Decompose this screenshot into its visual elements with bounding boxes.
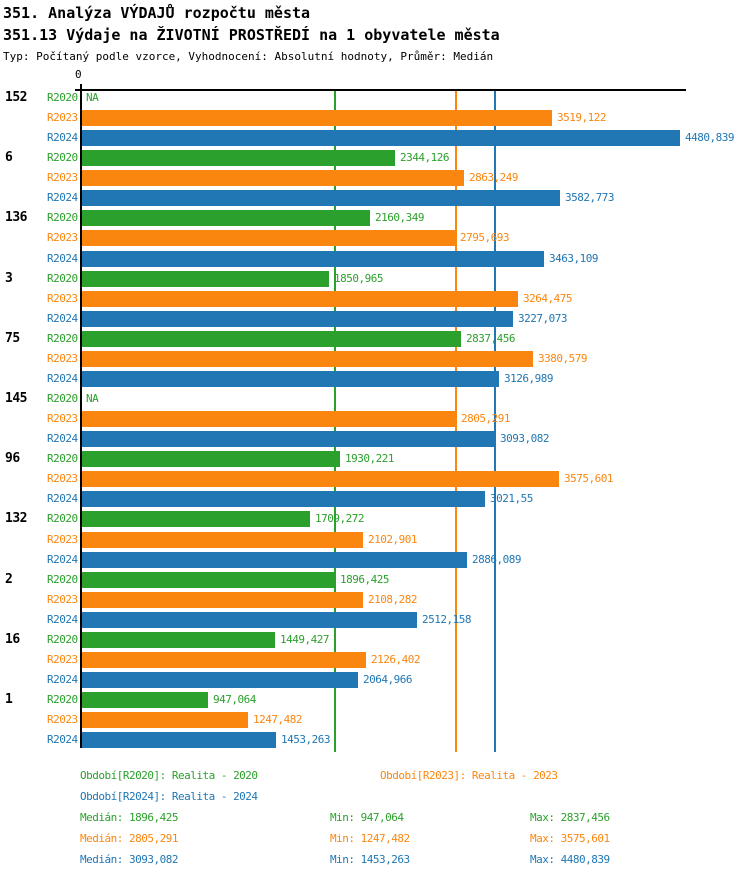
bar-value-label: 2064,966 bbox=[363, 673, 412, 686]
bar-r2023 bbox=[82, 592, 363, 608]
row-label-r2020: R2020 bbox=[47, 332, 78, 345]
bar-value-label: 1709,272 bbox=[315, 512, 364, 525]
bar-r2024 bbox=[82, 251, 544, 267]
bar-value-label: 2344,126 bbox=[400, 151, 449, 164]
bar-value-label: 2160,349 bbox=[375, 211, 424, 224]
bar-r2023 bbox=[82, 411, 456, 427]
bar-r2023 bbox=[82, 351, 533, 367]
bar-r2023 bbox=[82, 170, 464, 186]
row-label-r2024: R2024 bbox=[47, 191, 78, 204]
stat-max-r2024: Max: 4480,839 bbox=[530, 853, 610, 866]
bar-value-label: 3519,122 bbox=[557, 111, 606, 124]
bar-r2020 bbox=[82, 331, 461, 347]
bar-value-label: 3021,55 bbox=[490, 492, 533, 505]
group-label: 145 bbox=[5, 391, 27, 406]
row-label-r2023: R2023 bbox=[47, 231, 78, 244]
row-label-r2023: R2023 bbox=[47, 292, 78, 305]
row-label-r2024: R2024 bbox=[47, 492, 78, 505]
row-label-r2020: R2020 bbox=[47, 151, 78, 164]
legend-r2023: Období[R2023]: Realita - 2023 bbox=[380, 769, 558, 782]
row-label-r2023: R2023 bbox=[47, 352, 78, 365]
report-title: 351. Analýza VÝDAJŮ rozpočtu města bbox=[3, 4, 311, 22]
row-label-r2020: R2020 bbox=[47, 512, 78, 525]
bar-r2023 bbox=[82, 471, 559, 487]
bar-r2024 bbox=[82, 130, 680, 146]
bar-value-label: 3380,579 bbox=[538, 352, 587, 365]
bar-r2023 bbox=[82, 652, 366, 668]
bar-value-label: 1930,221 bbox=[345, 452, 394, 465]
group-label: 16 bbox=[5, 632, 20, 647]
row-label-r2020: R2020 bbox=[47, 693, 78, 706]
bar-r2020 bbox=[82, 451, 340, 467]
report-meta: Typ: Počítaný podle vzorce, Vyhodnocení: Absolutní hodnoty, Průměr: Medián bbox=[3, 50, 494, 63]
x-axis-line bbox=[75, 89, 686, 91]
bar-r2023 bbox=[82, 532, 363, 548]
bar-r2020 bbox=[82, 511, 310, 527]
row-label-r2023: R2023 bbox=[47, 171, 78, 184]
row-label-r2023: R2023 bbox=[47, 472, 78, 485]
bar-r2024 bbox=[82, 491, 485, 507]
row-label-r2023: R2023 bbox=[47, 111, 78, 124]
row-label-r2024: R2024 bbox=[47, 553, 78, 566]
bar-r2023 bbox=[82, 230, 455, 246]
row-label-r2020: R2020 bbox=[47, 633, 78, 646]
group-label: 132 bbox=[5, 511, 27, 526]
row-label-r2020: R2020 bbox=[47, 573, 78, 586]
bar-value-label: 2795,693 bbox=[460, 231, 509, 244]
bar-value-label: 3463,109 bbox=[549, 252, 598, 265]
legend-r2020: Období[R2020]: Realita - 2020 bbox=[80, 769, 258, 782]
bar-value-label: 1850,965 bbox=[334, 272, 383, 285]
bar-r2020 bbox=[82, 271, 329, 287]
row-label-r2024: R2024 bbox=[47, 673, 78, 686]
axis-origin-label: 0 bbox=[75, 68, 82, 81]
row-label-r2020: R2020 bbox=[47, 272, 78, 285]
row-label-r2024: R2024 bbox=[47, 432, 78, 445]
bar-value-label: 2102,901 bbox=[368, 533, 417, 546]
row-label-r2020: R2020 bbox=[47, 452, 78, 465]
bar-value-label: 1247,482 bbox=[253, 713, 302, 726]
bar-r2024 bbox=[82, 190, 560, 206]
group-label: 96 bbox=[5, 451, 20, 466]
bar-value-label: 1896,425 bbox=[340, 573, 389, 586]
group-label: 1 bbox=[5, 692, 13, 707]
stat-median-r2023: Medián: 2805,291 bbox=[80, 832, 178, 845]
bar-r2020 bbox=[82, 692, 208, 708]
row-label-r2024: R2024 bbox=[47, 613, 78, 626]
bar-r2023 bbox=[82, 110, 552, 126]
bar-r2024 bbox=[82, 371, 499, 387]
group-label: 3 bbox=[5, 271, 13, 286]
bar-r2024 bbox=[82, 672, 358, 688]
bar-value-label: 3126,989 bbox=[504, 372, 553, 385]
bar-r2023 bbox=[82, 712, 248, 728]
bar-r2020 bbox=[82, 632, 275, 648]
row-label-r2024: R2024 bbox=[47, 252, 78, 265]
row-label-r2020: R2020 bbox=[47, 211, 78, 224]
bar-value-label: 3093,082 bbox=[500, 432, 549, 445]
bar-value-label: 3575,601 bbox=[564, 472, 613, 485]
stat-min-r2023: Min: 1247,482 bbox=[330, 832, 410, 845]
na-label: NA bbox=[86, 392, 99, 405]
legend-r2024: Období[R2024]: Realita - 2024 bbox=[80, 790, 258, 803]
group-label: 75 bbox=[5, 331, 20, 346]
bar-r2020 bbox=[82, 210, 370, 226]
bar-value-label: 1453,263 bbox=[281, 733, 330, 746]
bar-r2024 bbox=[82, 732, 276, 748]
row-label-r2024: R2024 bbox=[47, 131, 78, 144]
row-label-r2020: R2020 bbox=[47, 392, 78, 405]
row-label-r2020: R2020 bbox=[47, 91, 78, 104]
row-label-r2023: R2023 bbox=[47, 593, 78, 606]
bar-value-label: 2886,089 bbox=[472, 553, 521, 566]
bar-value-label: 2108,282 bbox=[368, 593, 417, 606]
bar-value-label: 2863,249 bbox=[469, 171, 518, 184]
bar-r2024 bbox=[82, 552, 467, 568]
stat-min-r2020: Min: 947,064 bbox=[330, 811, 404, 824]
bar-value-label: 3227,073 bbox=[518, 312, 567, 325]
bar-value-label: 3582,773 bbox=[565, 191, 614, 204]
stat-median-r2024: Medián: 3093,082 bbox=[80, 853, 178, 866]
bar-r2023 bbox=[82, 291, 518, 307]
report-subtitle: 351.13 Výdaje na ŽIVOTNÍ PROSTŘEDÍ na 1 obyvatele města bbox=[3, 26, 500, 44]
stat-min-r2024: Min: 1453,263 bbox=[330, 853, 410, 866]
bar-r2024 bbox=[82, 431, 495, 447]
row-label-r2023: R2023 bbox=[47, 412, 78, 425]
group-label: 136 bbox=[5, 210, 27, 225]
row-label-r2023: R2023 bbox=[47, 533, 78, 546]
bar-value-label: 2805,291 bbox=[461, 412, 510, 425]
bar-value-label: 2837,456 bbox=[466, 332, 515, 345]
bar-value-label: 4480,839 bbox=[685, 131, 734, 144]
stat-median-r2020: Medián: 1896,425 bbox=[80, 811, 178, 824]
row-label-r2023: R2023 bbox=[47, 713, 78, 726]
bar-r2024 bbox=[82, 311, 513, 327]
bar-r2024 bbox=[82, 612, 417, 628]
row-label-r2024: R2024 bbox=[47, 372, 78, 385]
stat-max-r2023: Max: 3575,601 bbox=[530, 832, 610, 845]
row-label-r2023: R2023 bbox=[47, 653, 78, 666]
group-label: 6 bbox=[5, 150, 13, 165]
bar-value-label: 1449,427 bbox=[280, 633, 329, 646]
group-label: 2 bbox=[5, 572, 13, 587]
bar-value-label: 3264,475 bbox=[523, 292, 572, 305]
stat-max-r2020: Max: 2837,456 bbox=[530, 811, 610, 824]
bar-r2020 bbox=[82, 572, 335, 588]
bar-value-label: 947,064 bbox=[213, 693, 256, 706]
row-label-r2024: R2024 bbox=[47, 312, 78, 325]
row-label-r2024: R2024 bbox=[47, 733, 78, 746]
bar-value-label: 2512,158 bbox=[422, 613, 471, 626]
bar-value-label: 2126,402 bbox=[371, 653, 420, 666]
bar-r2020 bbox=[82, 150, 395, 166]
group-label: 152 bbox=[5, 90, 27, 105]
na-label: NA bbox=[86, 91, 99, 104]
